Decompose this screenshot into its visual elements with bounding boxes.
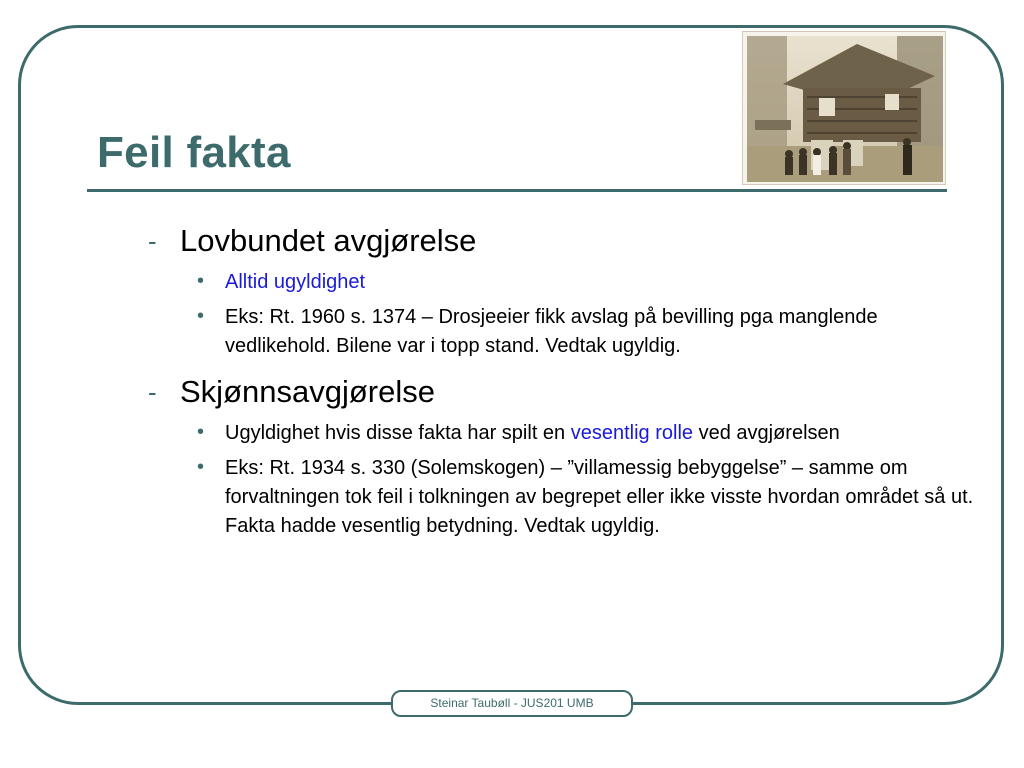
section-heading (148, 373, 978, 411)
bullet-text: ved avgjørelsen (693, 422, 840, 444)
bullet-text-highlight: Alltid ugyldighet (225, 271, 366, 293)
bullet-item (148, 268, 985, 297)
bullet-marker: • (197, 456, 205, 478)
bullet-item (148, 454, 985, 541)
house-photo-illustration (747, 36, 943, 182)
bullet-text: Ugyldighet hvis disse fakta har spilt en (225, 422, 571, 444)
dash-marker: - (148, 377, 157, 407)
historic-house-photo (742, 31, 946, 185)
title-divider (87, 189, 947, 192)
section-heading (148, 222, 978, 260)
dash-marker: - (148, 226, 157, 256)
slide-content (148, 222, 978, 547)
bullet-item (148, 303, 985, 361)
section-heading-text: Lovbundet avgjørelse (180, 223, 477, 258)
section-heading-text: Skjønnsavgjørelse (180, 374, 435, 409)
bullet-item (148, 419, 985, 448)
bullet-text: Eks: Rt. 1960 s. 1374 – Drosjeeier fikk avslag på bevilling pga manglende vedlikehold. Bilene var i topp stand. Vedtak ugyldig. (225, 306, 878, 357)
bullet-marker: • (197, 305, 205, 327)
bullet-marker: • (197, 421, 205, 443)
bullet-text: Eks: Rt. 1934 s. 330 (Solemskogen) – ”villamessig bebyggelse” – samme om forvaltningen tok feil i tolkningen av begrepet eller ikke visste hvordan området så ut. Fakta hadde vesentlig betydning. Vedtak ugyldig. (225, 457, 974, 537)
bullet-text-highlight: vesentlig rolle (570, 422, 694, 444)
bullet-marker: • (197, 270, 205, 292)
slide-footer: Steinar Taubøll - JUS201 UMB (391, 690, 633, 717)
slide-title: Feil fakta (97, 128, 291, 177)
